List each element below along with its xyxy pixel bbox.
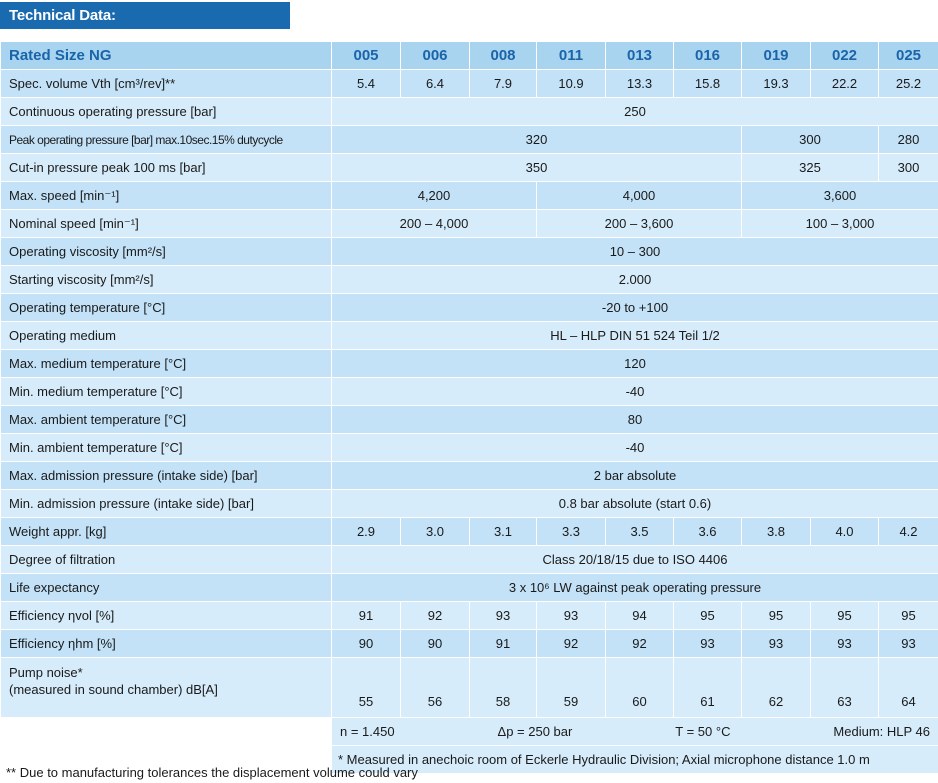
cell-value: 0.8 bar absolute (start 0.6) [332,490,938,518]
cell-value: 95 [742,602,811,630]
table-row [1,490,938,518]
row-label: Max. speed [min⁻¹] [1,182,332,210]
row-label [1,658,332,718]
cell-value: 93 [470,602,537,630]
cell-value: 300 [742,126,879,154]
cell-value: 60 [606,658,674,718]
cell-value: 92 [401,602,470,630]
cell-value: 5.4 [332,70,401,98]
cell-value: 91 [470,630,537,658]
table-row [1,630,938,658]
technical-data-table [0,41,938,774]
table-row [1,602,938,630]
cell-value: 58 [470,658,537,718]
cell-value: 55 [332,658,401,718]
cell-value: 90 [401,630,470,658]
row-label: Min. admission pressure (intake side) [bar] [1,490,332,518]
cell-value: 320 [332,126,742,154]
row-label: Peak operating pressure [bar] max.10sec.15% dutycycle [1,126,332,154]
table-row [1,182,938,210]
row-label: Life expectancy [1,574,332,602]
cell-value: 59 [537,658,606,718]
measurement-conditions-row [1,718,938,746]
size-header: 008 [470,42,537,70]
row-label: Starting viscosity [mm²/s] [1,266,332,294]
row-label: Operating medium [1,322,332,350]
cell-value: 280 [879,126,938,154]
cell-value: 95 [674,602,742,630]
cell-value: 95 [811,602,879,630]
table-row [1,434,938,462]
row-label: Min. ambient temperature [°C] [1,434,332,462]
row-label: Continuous operating pressure [bar] [1,98,332,126]
cell-value: 93 [674,630,742,658]
size-header: 025 [879,42,938,70]
cell-value: 10.9 [537,70,606,98]
size-header: 006 [401,42,470,70]
cell-value: 22.2 [811,70,879,98]
cell-value: 325 [742,154,879,182]
cell-value: 64 [879,658,938,718]
table-row [1,406,938,434]
table-row [1,266,938,294]
cell-value: 15.8 [674,70,742,98]
row-label: Efficiency ηvol [%] [1,602,332,630]
row-label: Cut-in pressure peak 100 ms [bar] [1,154,332,182]
cell-value: 2.9 [332,518,401,546]
cell-value: 4,200 [332,182,537,210]
footnote: ** Due to manufacturing tolerances the displacement volume could vary [6,765,418,780]
cell-value: 95 [879,602,938,630]
size-header: 019 [742,42,811,70]
table-row [1,154,938,182]
size-header: 005 [332,42,401,70]
cell-value: -20 to +100 [332,294,938,322]
table-row [1,574,938,602]
table-row [1,658,938,718]
cell-value: 91 [332,602,401,630]
table-row [1,126,938,154]
table-row [1,378,938,406]
cell-value: 62 [742,658,811,718]
table-row [1,70,938,98]
cell-value: 100 – 3,000 [742,210,938,238]
cell-value: 4,000 [537,182,742,210]
cell-value: 93 [742,630,811,658]
cell-value: 4.0 [811,518,879,546]
noise-note: * Measured in anechoic room of Eckerle Hydraulic Division; Axial microphone distance 1.0 m [332,746,938,774]
table-row [1,462,938,490]
table-row [1,350,938,378]
cell-value: Class 20/18/15 due to ISO 4406 [332,546,938,574]
cell-value: 92 [537,630,606,658]
table-row [1,322,938,350]
size-header: 022 [811,42,879,70]
row-label: Operating viscosity [mm²/s] [1,238,332,266]
header-label: Rated Size NG [1,42,332,70]
cell-value: 3.5 [606,518,674,546]
measurement-conditions [332,718,938,746]
size-header: 013 [606,42,674,70]
cell-value: 6.4 [401,70,470,98]
cell-value: 3.1 [470,518,537,546]
table-row [1,294,938,322]
size-header: 011 [537,42,606,70]
cell-value: 2.000 [332,266,938,294]
row-label: Max. medium temperature [°C] [1,350,332,378]
condition-medium: Medium: HLP 46 [833,724,930,739]
cell-value: 120 [332,350,938,378]
cell-value: 13.3 [606,70,674,98]
cell-value: 93 [811,630,879,658]
row-label: Max. ambient temperature [°C] [1,406,332,434]
cell-value: 80 [332,406,938,434]
cell-value: 10 – 300 [332,238,938,266]
cell-value: 63 [811,658,879,718]
cell-value: 93 [879,630,938,658]
condition-pressure: Δp = 250 bar [497,724,573,739]
cell-value: 3 x 10⁶ LW against peak operating pressure [332,574,938,602]
cell-value: 200 – 4,000 [332,210,537,238]
cell-value: 3,600 [742,182,938,210]
cell-value: 90 [332,630,401,658]
condition-speed: n = 1.450 [340,724,395,739]
cell-value: 250 [332,98,938,126]
cell-value: 3.3 [537,518,606,546]
cell-value: 93 [537,602,606,630]
header-row [1,42,938,70]
cell-value: 2 bar absolute [332,462,938,490]
table-row [1,238,938,266]
row-label: Nominal speed [min⁻¹] [1,210,332,238]
row-label: Spec. volume Vth [cm³/rev]** [1,70,332,98]
cell-value: 4.2 [879,518,938,546]
cell-value: 300 [879,154,938,182]
cell-value: 61 [674,658,742,718]
row-label: Efficiency ηhm [%] [1,630,332,658]
cell-value: -40 [332,434,938,462]
cell-value: 92 [606,630,674,658]
row-label: Max. admission pressure (intake side) [bar] [1,462,332,490]
cell-value: 94 [606,602,674,630]
cell-value: 3.6 [674,518,742,546]
cell-value: 3.0 [401,518,470,546]
table-row [1,546,938,574]
cell-value: 25.2 [879,70,938,98]
table-row [1,98,938,126]
table-row [1,210,938,238]
cell-value: 3.8 [742,518,811,546]
blank-cell [1,718,332,746]
size-header: 016 [674,42,742,70]
cell-value: 7.9 [470,70,537,98]
cell-value: 56 [401,658,470,718]
cell-value: 350 [332,154,742,182]
cell-value: HL – HLP DIN 51 524 Teil 1/2 [332,322,938,350]
row-label-line: (measured in sound chamber) dB[A] [9,682,218,697]
row-label: Operating temperature [°C] [1,294,332,322]
cell-value: 19.3 [742,70,811,98]
condition-temperature: T = 50 °C [675,724,731,739]
row-label: Min. medium temperature [°C] [1,378,332,406]
section-title: Technical Data: [0,2,290,29]
table-row [1,518,938,546]
cell-value: -40 [332,378,938,406]
row-label-line: Pump noise* [9,665,83,680]
row-label: Weight appr. [kg] [1,518,332,546]
row-label: Degree of filtration [1,546,332,574]
cell-value: 200 – 3,600 [537,210,742,238]
